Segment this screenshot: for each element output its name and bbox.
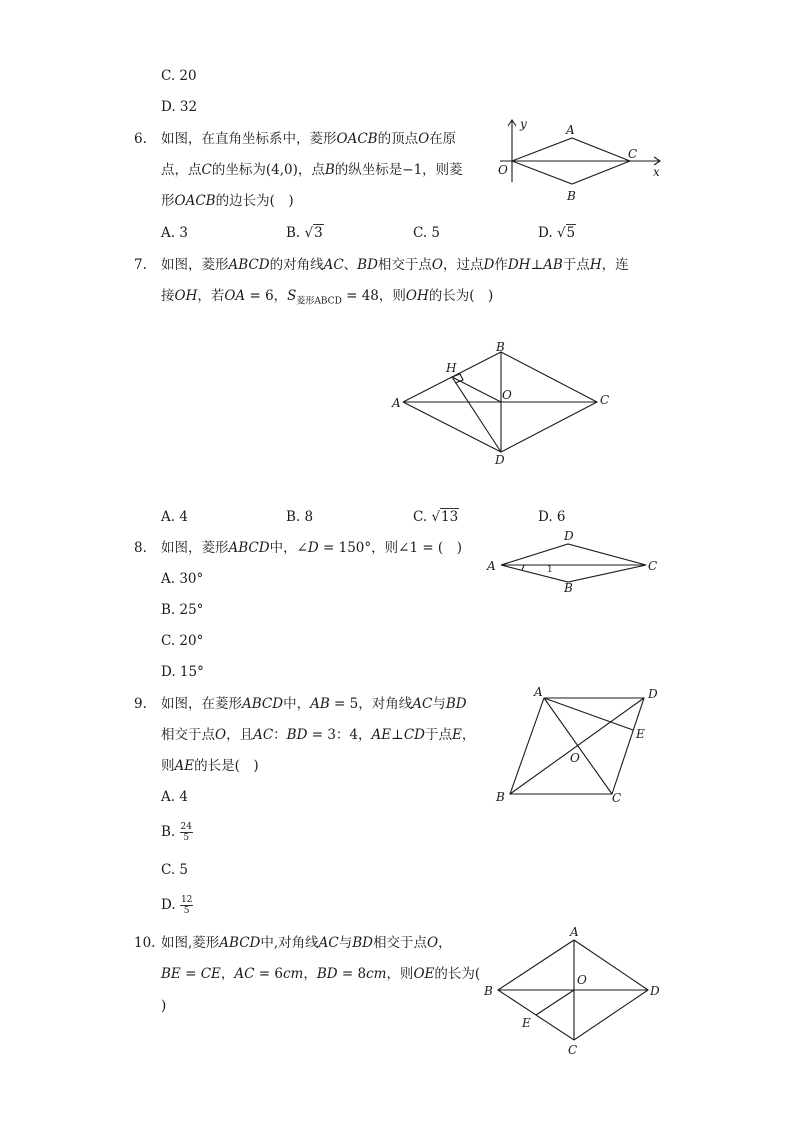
label-b: B (564, 581, 573, 595)
q6-number: 6. (134, 131, 147, 147)
q9-option-a: A. 4 (161, 789, 188, 805)
sqrt-symbol: √13 (431, 509, 459, 525)
q7-stem-line-1: 如图，菱形ABCD的对角线AC、BD相交于点O，过点D作DH⊥AB于点H，连 (161, 257, 629, 273)
angle-1-arc (522, 565, 524, 570)
label-a: A (566, 123, 575, 137)
q10-stem-line-2: BE = CE，AC = 6cm，BD = 8cm，则OE的长为( (161, 966, 481, 982)
segment-dh (452, 377, 501, 452)
q6-stem-line-1: 如图，在直角坐标系中，菱形OACB的顶点O在原 (161, 131, 457, 147)
label-b: B (496, 790, 505, 804)
q6-option-b: B. √3 (286, 225, 323, 241)
label-d: D (564, 529, 574, 543)
q8-option-b: B. 25° (161, 602, 204, 618)
q7-option-d: D. 6 (538, 509, 566, 525)
q5-option-d: D. 32 (161, 99, 198, 115)
label-c: C (648, 559, 658, 573)
q9-option-b: B. $\frac{24}{5}$ (161, 822, 192, 843)
label-a: A (534, 685, 543, 699)
q9-option-d: D. $\frac{12}{5}$ (161, 895, 193, 916)
sqrt-symbol: √3 (304, 225, 323, 241)
q8-figure (484, 526, 664, 596)
q7-option-c: C. √13 (413, 509, 459, 525)
label-c: C (568, 1043, 578, 1057)
label-y: y (520, 117, 527, 131)
segment-oe (536, 990, 574, 1015)
q7-stem-line-2: 接OH，若OA = 6，$S_{菱形ABCD} = 48$，则OH的长为( ) (161, 288, 494, 307)
q7-number: 7. (134, 257, 147, 273)
fraction-24-5: $\frac{24}{5}$ (180, 822, 192, 843)
q7-option-a: A. 4 (161, 509, 188, 525)
label-d: D (648, 687, 658, 701)
q6-stem-line-2: 点，点C的坐标为(4,0)，点B的纵坐标是−1，则菱 (161, 162, 463, 178)
q8-option-a: A. 30° (161, 571, 204, 587)
q6-figure (490, 116, 670, 203)
q10-figure (482, 920, 672, 1060)
q8-option-d: D. 15° (161, 664, 204, 680)
q5-option-c: C. 20 (161, 68, 197, 84)
q9-number: 9. (134, 696, 147, 712)
fraction-12-5: $\frac{12}{5}$ (180, 895, 193, 916)
label-angle-1: 1 (547, 565, 553, 575)
label-d: D (650, 984, 660, 998)
q8-stem-line-1: 如图，菱形ABCD中，∠D = 150°，则∠1 = ( ) (161, 540, 462, 556)
label-b: B (484, 984, 493, 998)
q10-number: 10. (134, 935, 156, 951)
label-h: H (446, 361, 457, 375)
label-b: B (567, 189, 576, 203)
q8-number: 8. (134, 540, 147, 556)
label-c: C (628, 147, 638, 161)
q9-option-c: C. 5 (161, 862, 189, 878)
label-x: x (653, 165, 660, 179)
q8-option-c: C. 20° (161, 633, 204, 649)
label-o: O (502, 388, 512, 402)
label-e: E (636, 727, 645, 741)
diagonal-bd (510, 698, 644, 794)
label-a: A (392, 396, 401, 410)
label-a: A (570, 925, 579, 939)
q6-option-d: D. √5 (538, 225, 576, 241)
label-d: D (495, 453, 505, 467)
q10-stem-line-1: 如图,菱形ABCD中,对角线AC与BD相交于点O， (161, 935, 452, 951)
label-o: O (570, 751, 580, 765)
label-c: C (600, 393, 610, 407)
q6-stem-line-3: 形OACB的边长为( ) (161, 193, 294, 209)
label-e: E (522, 1016, 531, 1030)
q9-figure (494, 684, 664, 809)
q9-stem-line-1: 如图，在菱形ABCD中，AB = 5，对角线AC与BD (161, 696, 467, 712)
rhombus-abcd (501, 544, 646, 582)
q10-stem-line-3: ) (161, 998, 167, 1014)
q7-figure (390, 340, 615, 470)
segment-ae (544, 698, 633, 730)
label-o: O (498, 163, 508, 177)
label-c: C (612, 791, 622, 805)
label-a: A (487, 559, 496, 573)
segment-oh (452, 377, 501, 402)
diagonal-ac (544, 698, 612, 794)
label-o: O (577, 973, 587, 987)
sqrt-symbol: √5 (556, 225, 576, 241)
q7-option-b: B. 8 (286, 509, 314, 525)
label-b: B (496, 340, 505, 354)
q6-option-c: C. 5 (413, 225, 441, 241)
q6-option-a: A. 3 (161, 225, 188, 241)
q9-stem-line-2: 相交于点O，且AC：BD = 3：4，AE⊥CD于点E， (161, 727, 476, 743)
q9-stem-line-3: 则AE的长是( ) (161, 758, 259, 774)
